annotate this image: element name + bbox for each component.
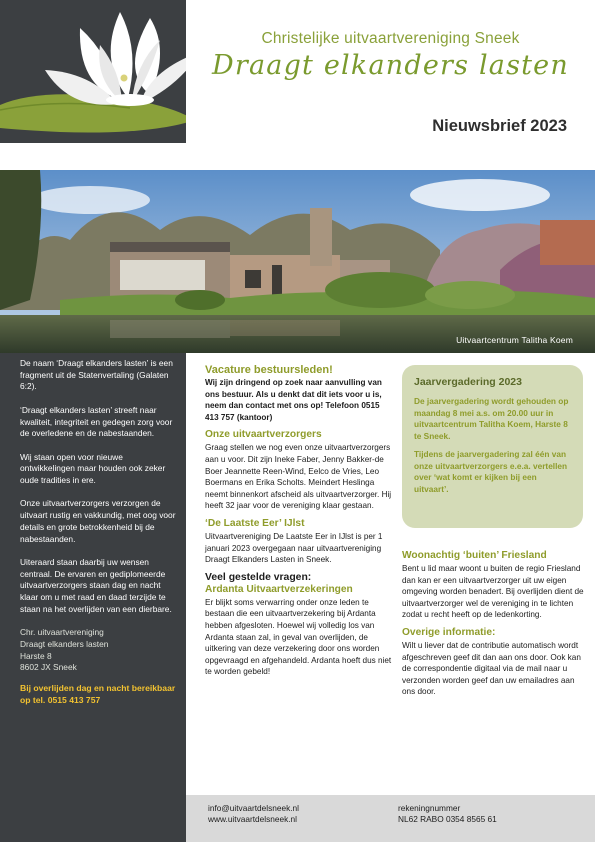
abroad-text: Bent u lid maar woont u buiten de regio Friesland dan kan er een uitvaartverzorger uit uw eigen omgeving worden benadert. Bij overlijden dient de uitvaartverzorger wel de vereniging in te lichten zodat u recht heeft op de ledenkorting. <box>402 564 584 620</box>
footer-website-link[interactable]: www.uitvaartdelsneek.nl <box>208 814 298 825</box>
intro-paragraph: Wij staan open voor nieuwe ontwikkelingen maar houden ook zeker oude tradities in ere. <box>20 451 166 485</box>
vacancy-text: Wij zijn dringend op zoek naar aanvulling van ons bestuur. Als u denkt dat dit iets voor u is, neem dan contact met ons op! Telefoon 0515 413 757 (kantoor) <box>205 378 382 422</box>
faq-heading: Veel gestelde vragen: <box>205 571 312 583</box>
emergency-phone-note: Bij overlijden dag en nacht bereikbaar op tel. 0515 413 757 <box>20 682 176 705</box>
address-line: Draagt elkanders lasten <box>20 638 109 649</box>
meeting-heading: Jaarvergadering 2023 <box>414 376 522 388</box>
footer-bank <box>398 803 497 826</box>
address-line: Chr. uitvaartvereniging <box>20 627 104 638</box>
footer-email-link[interactable]: info@uitvaartdelsneek.nl <box>208 803 299 813</box>
ardanta-heading: Ardanta Uitvaartverzekeringen <box>205 583 353 595</box>
account-number: NL62 RABO 0354 8565 61 <box>398 814 497 825</box>
photo-caption: Uitvaartcentrum Talitha Koem <box>456 335 573 345</box>
right-column <box>402 550 588 704</box>
other-info-text: Wilt u liever dat de contributie automatisch wordt afgeschreven geef dit dan aan ons door. Ook kan de correspondentie digitaal via de mail naar u verzonden worden geef dan uw emailadres aan ons door. <box>402 640 581 697</box>
intro-paragraph: ‘Draagt elkanders lasten’ streeft naar kwaliteit, integriteit en gedegen zorg voor de overledene en de nabestaanden. <box>20 404 173 439</box>
left-info-column <box>0 353 186 842</box>
intro-paragraph: De naam ‘Draagt elkanders lasten’ is een fragment uit de Statenvertaling (Galaten 6:2). <box>20 358 173 392</box>
footer-contact <box>208 803 299 826</box>
ijlst-text: Uitvaartvereniging De Laatste Eer in IJlst is per 1 januari 2023 overgegaan naar uitvaartvereniging Draagt Elkanders Lasten in Sneek. <box>205 531 383 565</box>
header-logo-panel <box>0 0 186 143</box>
postal-address <box>20 627 176 674</box>
other-info-heading: Overige informatie: <box>402 626 496 638</box>
building-photo <box>0 170 595 353</box>
motto-title: Draagt elkanders lasten <box>212 50 569 81</box>
address-line: 8602 JX Sneek <box>20 662 77 673</box>
ardanta-text: Er blijkt soms verwarring onder onze leden te bestaan die een uitvaartverzekering bij Ardanta hebben afgesloten. Hoewel wij volledig los van Ardanta staan zal, in geval van overlijden, de uitkering van deze verzekering door ons worden opgevraagd en afgehandeld. Ardanta hoeft dus niet te worden gebeld! <box>205 597 392 677</box>
abroad-heading: Woonachtig ‘buiten’ Friesland <box>402 550 547 561</box>
carers-text: Graag stellen we nog even onze uitvaartverzorgers aan u voor. Dit zijn Ineke Faber, Jenny Bakker-de Boer Jeannette Reen-Wind, Eelco de Vries, Leo Boermans en Erika Scholts. Meindert Heslinga neemt binnenkort afscheid als uitvaartverzorger. Hij heeft 32 jaar voor de vereniging klaar gestaan. <box>205 443 392 511</box>
organization-name: Christelijke uitvaartvereniging Sneek <box>261 30 520 47</box>
address-line: Harste 8 <box>20 650 52 661</box>
funeral-center-image <box>0 170 595 353</box>
middle-column <box>205 364 392 684</box>
carers-heading: Onze uitvaartverzorgers <box>205 429 322 441</box>
vacancy-heading: Vacature bestuursleden! <box>205 364 333 376</box>
water-lily-logo-icon <box>0 0 186 143</box>
account-label: rekeningnummer <box>398 803 461 813</box>
ijlst-heading: ‘De Laatste Eer’ IJlst <box>205 517 305 529</box>
footer-bar <box>186 795 595 842</box>
intro-paragraph: Uiteraard staan daarbij uw wensen centraal. De ervaren en gediplomeerde uitvaartverzorgers staan dag en nacht klaar om u met raad en daad terzijde te staan na het overlijden van een dierbare. <box>20 556 172 614</box>
newsletter-title: Nieuwsbrief 2023 <box>432 117 567 135</box>
intro-paragraph: Onze uitvaartverzorgers verzorgen de uitvaart rustig en vakkundig, met oog voor details en grote betrokkenheid bij de nabestaanden. <box>20 498 176 544</box>
annual-meeting-box <box>402 365 583 528</box>
meeting-details: De jaarvergadering wordt gehouden op maandag 8 mei a.s. om 20.00 uur in uitvaartcentrum Talitha Koem, Harste 8 te Sneek. <box>414 396 569 442</box>
meeting-program: Tijdens de jaarvergadering zal één van onze uitvaartverzorgers e.e.a. vertellen over ‘wat komt er kijken bij een uitvaart’. <box>414 448 568 494</box>
